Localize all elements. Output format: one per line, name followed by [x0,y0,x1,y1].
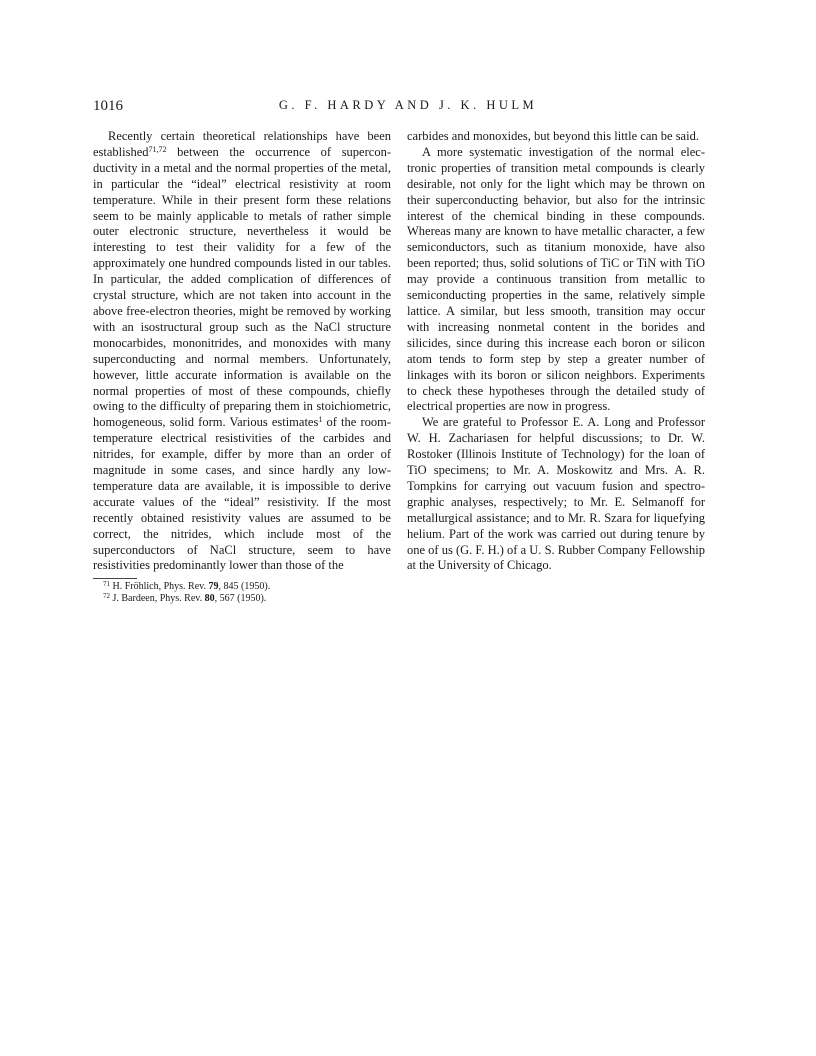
text-span: between the occurrence of superconductivity in a metal and the normal properties of the metal, in particular the “ideal” electrical resistivity at room temperature. While in their present form these relations seem to be mainly applicable to metals of rather simple outer electronic structure, nevertheless it would be interesting to test their validity for a few of the approximately one hundred compounds listed in our tables. In particular, the added complication of differences of crystal structure, which are not taken into account in the above free-electron theories, might be removed by working with an isostructural group such as the NaCl structure monocarbides, mononitrides, and monoxides with many superconducting and normal members. Unfortunately, however, little accurate information is available on the normal properties of most of these compounds, chiefly owing to the difficulty of preparing them in stoichiometric, homogeneous, solid form. Various estimates [93,144,391,430]
body-paragraph: A more systematic investigation of the normal electronic properties of transition metal compounds is clearly desirable, not only for the light which may be thrown on their superconducting behavior, but also for the intrinsic interest of the chemical binding in these compounds. Whereas many are known to have metallic character, a few semiconductors, such as titanium monoxide, have also been reported; thus, solid solutions of TiC or TiN with TiO may provide a continuous transition from metallic to semiconducting properties in the same, relatively simple lattice. A similar, but less smooth, transition may occur with increasing nonmetal content in the borides and silicides, since during this increase each boron or silicon atom tends to form step by step a greater number of linkages with its boron or silicon neighbors. Experiments to check these hypotheses through the detailed study of electrical properties are now in progress. [407,144,705,414]
text-span: of the room-temperature electrical resistivities of the carbides and nitrides, for example, differ by more than an order of magnitude in some cases, and since hardly any low-temperature data are available, it is impossible to derive accurate values of the “ideal” resistivity. If the most recently obtained resistivity values are assumed to be correct, the nitrides, which include most of the superconductors of NaCl structure, seem to have resistivities predominantly lower than those of the [93,415,391,573]
reference-superscript: 71,72 [148,144,167,154]
footnote-divider [93,578,137,579]
footnote [93,593,391,605]
footnote-text: , 845 (1950). [218,581,271,593]
acknowledgments-paragraph: We are grateful to Professor E. A. Long and Professor W. H. Zachariasen for helpful discussions; to Dr. W. Rostoker (Illinois Institute of Technology) for the loan of TiO specimens; to Mr. A. Moskowitz and Mrs. A. R. Tompkins for carrying out vacuum fusion and spectrographic analyses, respectively; to Mr. E. Selmanoff for metallurgical assistance; and to Mr. R. Szara for liquefying helium. Part of the work was carried out during tenure by one of us (G. F. H.) of a U. S. Rubber Company Fellowship at the University of Chicago. [407,415,705,573]
footnote-number: 71 [103,580,110,589]
footnote-number: 72 [103,591,110,600]
page-header [93,98,723,118]
footnote-text: , 567 (1950). [214,592,267,604]
body-paragraph-continuation: carbides and monoxides, but beyond this little can be said. [407,129,699,143]
reference-superscript: 1 [318,415,323,425]
page-number: 1016 [93,98,123,114]
left-column [93,129,391,604]
footnote [93,581,391,593]
footnote-volume: 80 [204,592,215,604]
body-paragraph [93,129,391,574]
right-column [407,129,705,574]
footnote-volume: 79 [208,581,219,593]
footnote-text: H. Fröhlich, Phys. Rev. [110,581,209,593]
running-head-authors: G. F. HARDY AND J. K. HULM [278,98,538,112]
text-span: Recently certain theoretical relationships have been established [93,129,391,159]
footnote-text: J. Bardeen, Phys. Rev. [110,592,205,604]
